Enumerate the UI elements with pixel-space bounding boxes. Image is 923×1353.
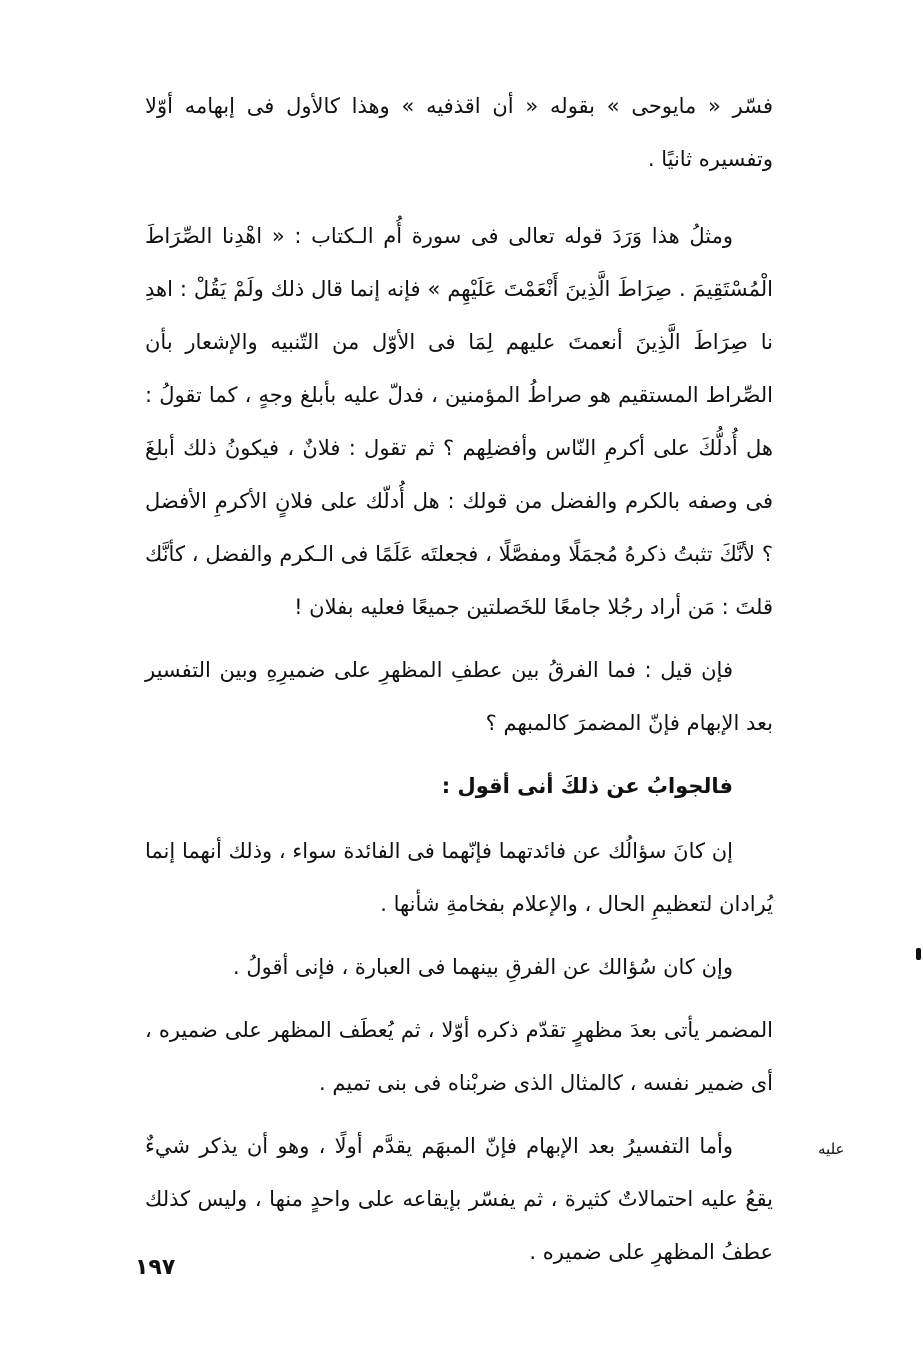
answer-paragraph-1: إن كانَ سؤالُك عن فائدتهما فإنّهما فى الفائدة سواء ، وذلك أنهما إنما يُرادان لتعظيمِ الحال ، والإعلام بفخامةِ شأنها .	[145, 839, 773, 916]
answer-paragraph-2: وإن كان سُؤالك عن الفرقِ بينهما فى العبارة ، فإنى أقولُ .	[232, 955, 733, 979]
body-text	[145, 80, 773, 1279]
answer-paragraph-3: المضمر يأتى بعدَ مظهرٍ تقدّم ذكره أوّلا ، ثم يُعطَف المظهر على ضميره ، أى ضمير نفسه ، كالمثال الذى ضربْناه فى بنى تميم .	[145, 1018, 773, 1095]
margin-correction-note: عليه	[818, 1140, 845, 1158]
answer-paragraph-4: وأما التفسيرُ بعد الإبهام فإنّ المبهَم يقدَّم أولًا ، وهو أن يذكر شيءٌ يقعُ عليه احتمالاتٌ كثيرة ، ثم يفسّر بإيقاعه على واحدٍ منها ، وليس كذلك عطفُ المظهرِ على ضميره .	[145, 1134, 773, 1264]
answer-heading: فالجوابُ عن ذلكَ أنى أقول :	[441, 774, 733, 798]
page-number: ١٩٧	[135, 1255, 176, 1280]
question-paragraph: فإن قيل : فما الفرقُ بين عطفِ المظهرِ على ضميرِهِ وبين التفسير بعد الإبهام فإنّ المضمرَ كالمبهم ؟	[145, 658, 773, 735]
edge-mark	[916, 948, 921, 960]
paragraph-1: فسّر « مايوحى » بقوله « أن اقذفيه » وهذا كالأول فى إبهامه أوّلا وتفسيره ثانيًا .	[145, 94, 773, 171]
paragraph-2: ومثلُ هذا وَرَدَ قوله تعالى فى سورة أُم الـكتاب : « اهْدِنا الصِّرَاطَ الْمُسْتَقِيمَ . صِرَاطَ الَّذِينَ أَنْعَمْتَ عَلَيْهِم » فإنه إنما قال ذلك ولَمْ يَقُلْ : اهدِ نا صِرَاطَ الَّذِينَ أنعمتَ عليهم لِمَا فى الأوّل من التّنبيه والإشعار بأن الصِّراط المستقيم هو صراطُ المؤمنين ، فدلّ عليه بأبلغ وجهٍ ، كما تقولُ : هل أُدلُّكَ على أكرمِ النّاس وأفضلِهم ؟ ثم تقول : فلانٌ ، فيكونُ ذلك أبلغَ فى وصفه بالكرم والفضل من قولك : هل أُدلّك على فلانٍ الأكرمِ الأفضل ؟ لأنَّكَ تثبتُ ذكرهُ مُجمَلًا ومفصَّلًا ، فجعلتَه عَلَمًا فى الـكرم والفضل ، كأنَّك قلتَ : مَن أراد رجُلا جامعًا للخَصلتين جميعًا فعليه بفلان !	[145, 224, 773, 619]
